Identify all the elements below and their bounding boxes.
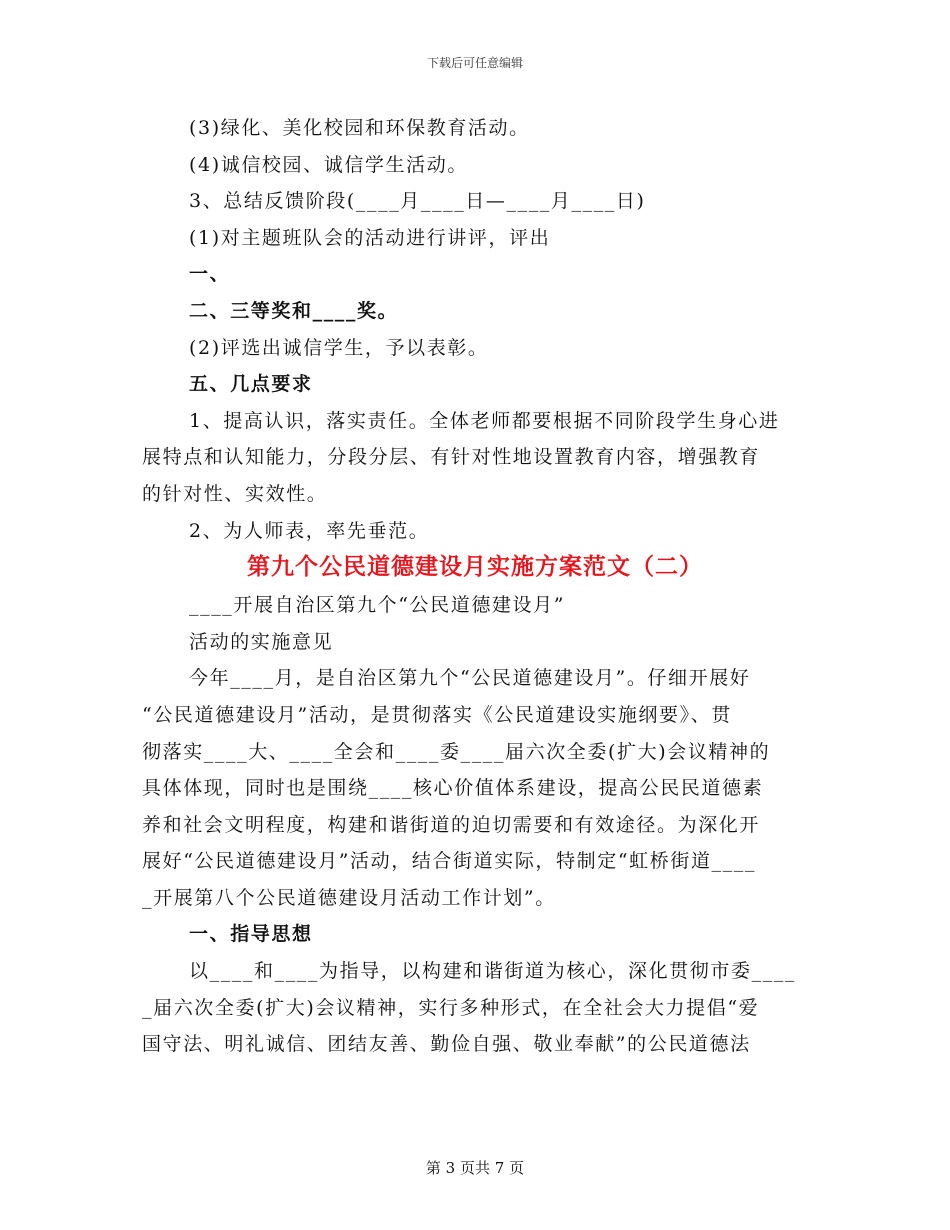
paragraph-line: 国守法、明礼诚信、团结友善、勤俭自强、敬业奉献”的公民道德法 xyxy=(142,1033,751,1056)
section-heading: 一、指导思想 xyxy=(189,923,313,946)
paragraph-line: 二、三等奖和____奖。 xyxy=(189,299,399,322)
paragraph-line: 彻落实____大、____全会和____委____届六次全委(扩大)会议精神的 xyxy=(142,740,771,763)
paragraph-line: 以____和____为指导，以构建和谐街道为核心，深化贯彻市委____ xyxy=(189,960,797,983)
section-heading: 五、几点要求 xyxy=(189,373,313,396)
paragraph-line: _届六次全委(扩大)会议精神，实行多种形式，在全社会大力提倡“爱 xyxy=(142,996,760,1019)
paragraph-line: 1、提高认识，落实责任。全体老师都要根据不同阶段学生身心进 xyxy=(189,409,780,432)
paragraph-line: “公民道德建设月”活动，是贯彻落实《公民道建设实施纲要》、贯 xyxy=(142,703,732,726)
paragraph-line: 的针对性、实效性。 xyxy=(142,482,328,505)
page-number: 第 3 页共 7 页 xyxy=(425,1159,525,1177)
paragraph-line: 活动的实施意见 xyxy=(189,630,334,653)
paragraph-line: 3、总结反馈阶段(____月____日—____月____日) xyxy=(189,190,646,213)
paragraph-line: _开展第八个公民道德建设月活动工作计划”。 xyxy=(142,886,556,909)
page-header-note: 下载后可任意编辑 xyxy=(426,56,523,70)
document-body xyxy=(142,110,808,1063)
paragraph-line: (4)诚信校园、诚信学生活动。 xyxy=(189,153,468,176)
paragraph-line: 一、 xyxy=(189,263,231,286)
paragraph-line: ____开展自治区第九个“公民道德建设月” xyxy=(189,594,566,617)
paragraph-line: (1)对主题班队会的活动进行讲评，评出 xyxy=(189,226,551,249)
paragraph-line: 今年____月，是自治区第九个“公民道德建设月”。仔细开展好 xyxy=(189,667,751,690)
paragraph-line: 2、为人师表，率先垂范。 xyxy=(189,519,430,542)
paragraph-line: (3)绿化、美化校园和环保教育活动。 xyxy=(189,117,530,139)
paragraph-line: 展特点和认知能力，分段分层、有针对性地设置教育内容，增强教育 xyxy=(142,446,761,469)
paragraph-line: (2)评选出诚信学生，予以表彰。 xyxy=(189,336,489,359)
document-title: 第九个公民道德建设月实施方案范文（二） xyxy=(247,553,703,581)
paragraph-line: 展好“公民道德建设月”活动，结合街道实际，特制定“虹桥街道____ xyxy=(142,850,756,873)
paragraph-line: 具体体现，同时也是围绕____核心价值体系建设，提高公民民道德素 xyxy=(142,777,764,800)
paragraph-line: 养和社会文明程度，构建和谐街道的迫切需要和有效途径。为深化开 xyxy=(142,813,761,836)
